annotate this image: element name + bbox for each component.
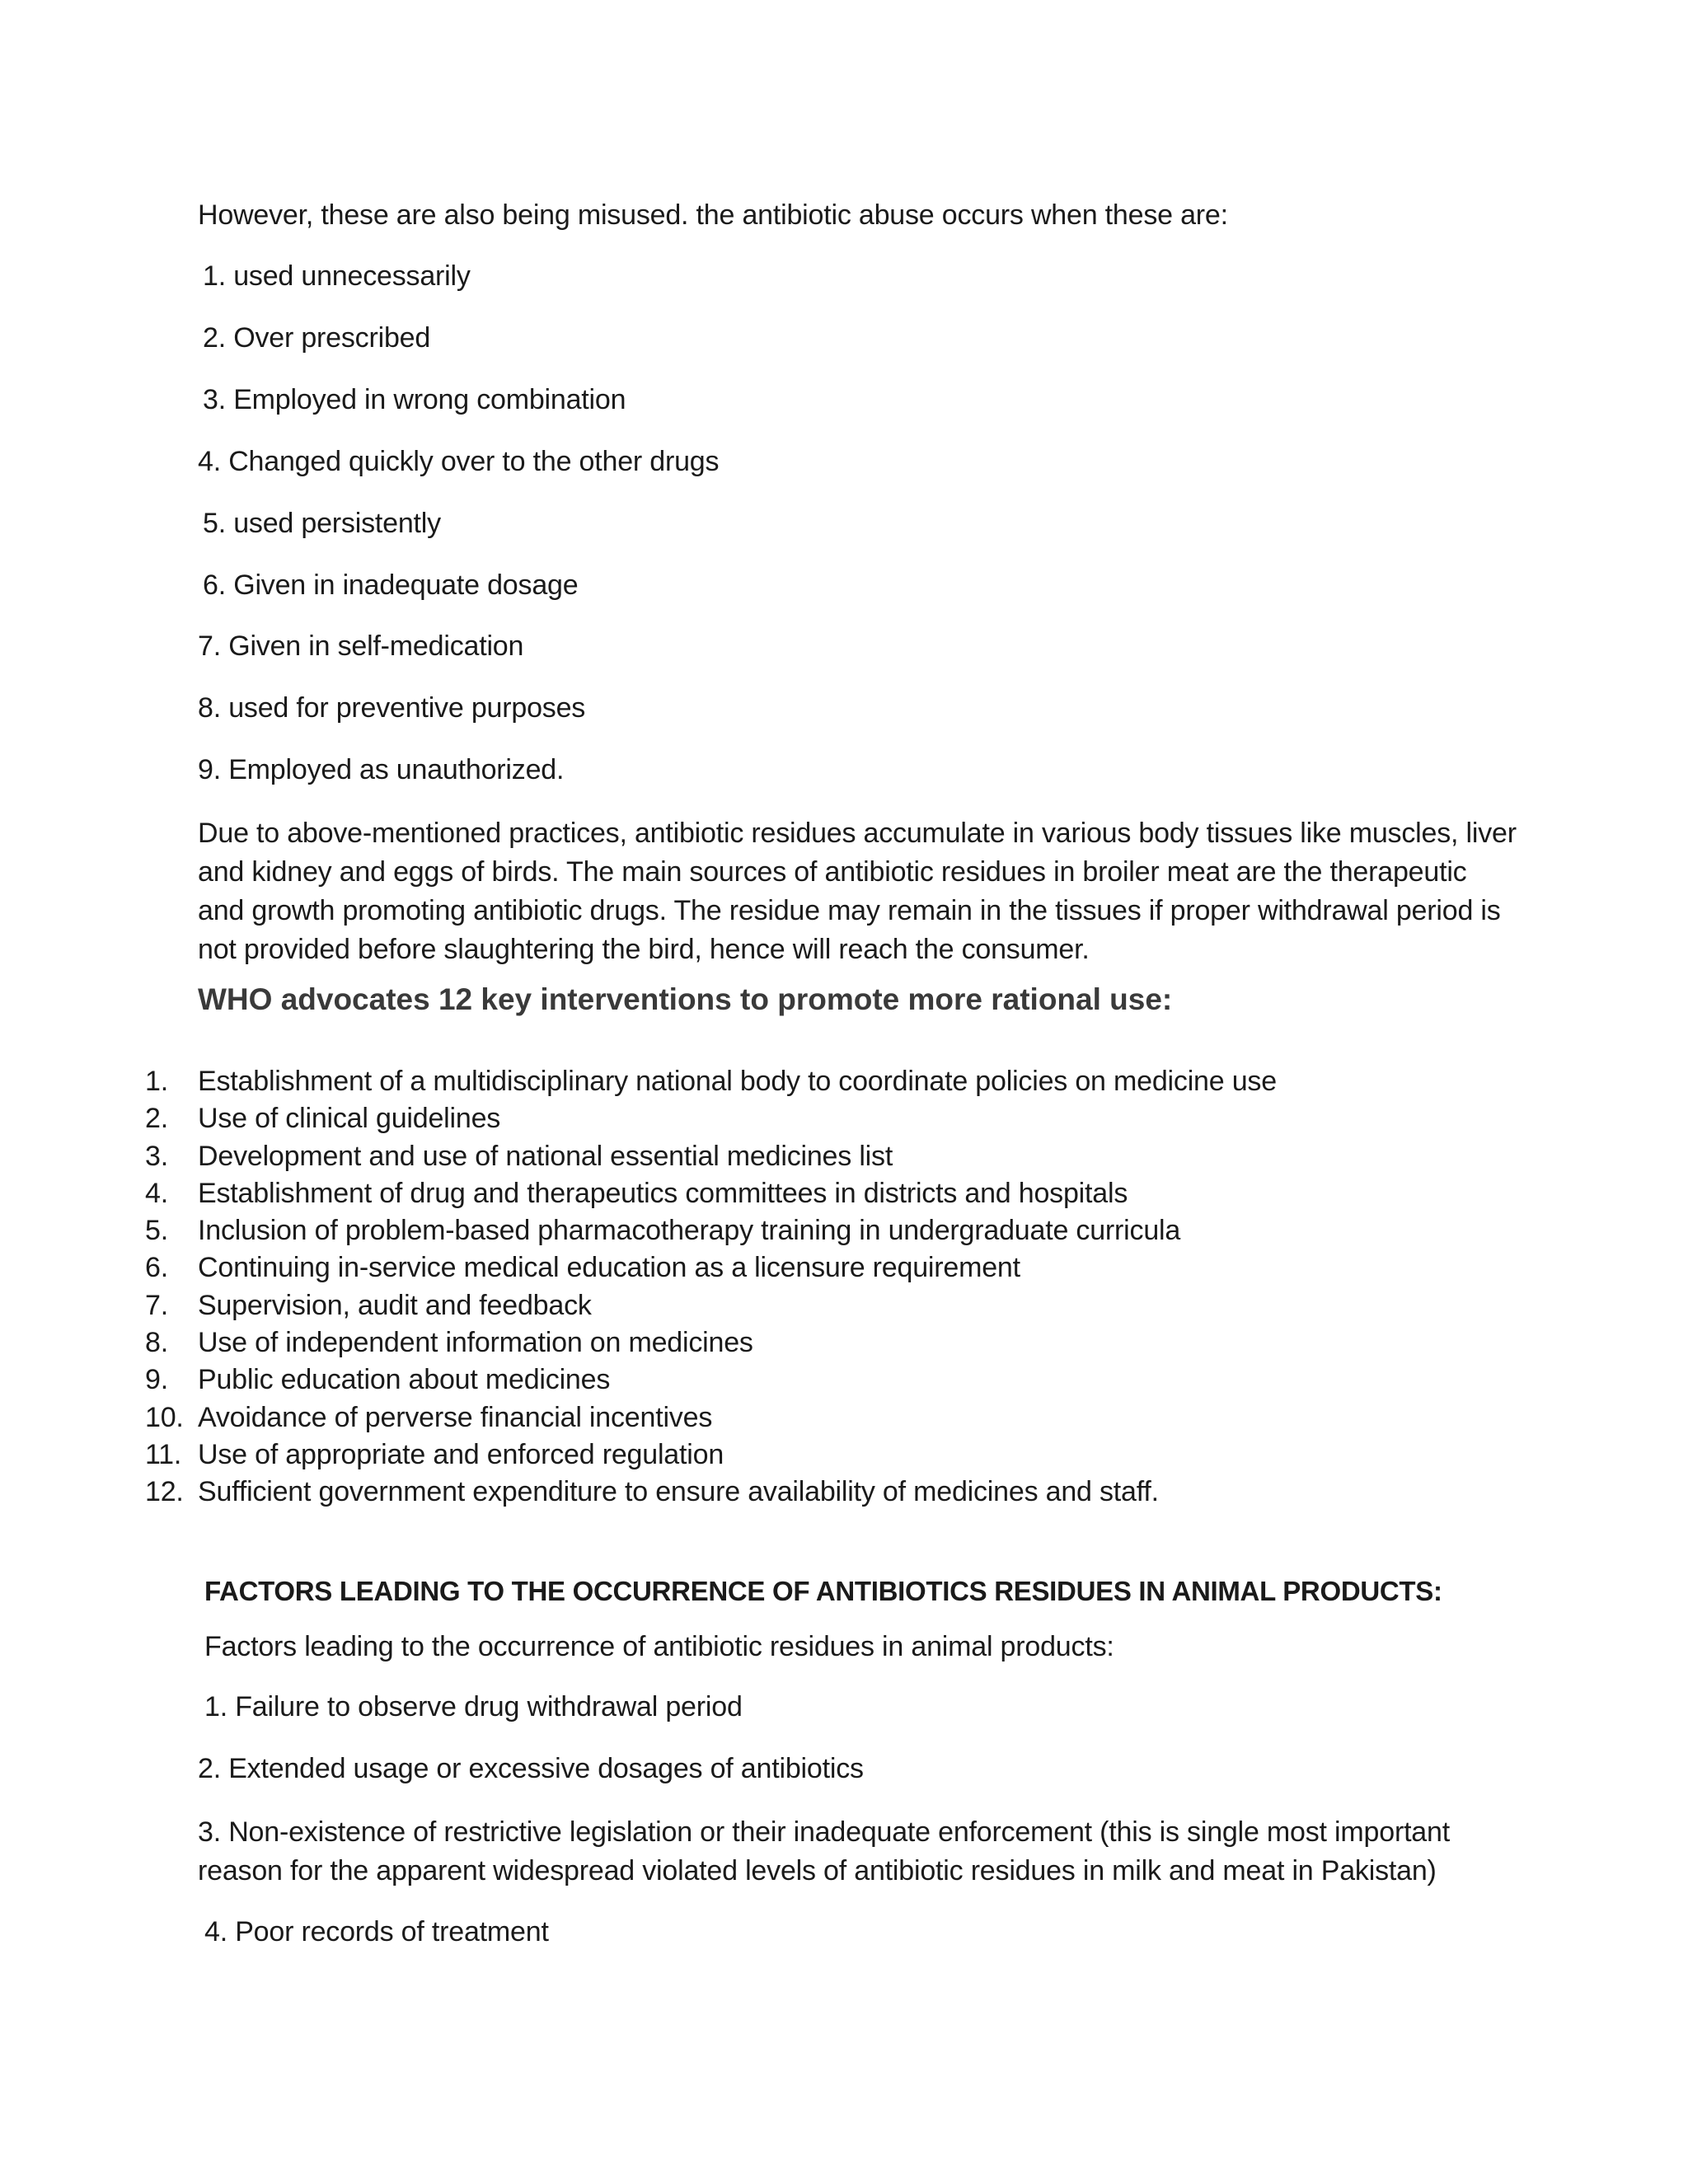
list-text: Establishment of drug and therapeutics committees in districts and hospitals xyxy=(198,1177,1128,1209)
misuse-item: 7. Given in self-medication xyxy=(198,630,524,662)
list-text: Continuing in-service medical education as a licensure requirement xyxy=(198,1252,1020,1284)
list-number: 9. xyxy=(145,1364,168,1396)
factors-item: 4. Poor records of treatment xyxy=(204,1916,549,1947)
list-item xyxy=(145,1249,1277,1286)
factors-item: 1. Failure to observe drug withdrawal period xyxy=(204,1691,743,1722)
list-text: Use of appropriate and enforced regulation xyxy=(198,1438,724,1470)
list-number: 2. xyxy=(145,1103,168,1135)
misuse-item: 9. Employed as unauthorized. xyxy=(198,754,565,785)
misuse-item: 3. Employed in wrong combination xyxy=(203,384,626,415)
list-item xyxy=(145,1324,1277,1361)
list-number: 5. xyxy=(145,1215,168,1247)
factors-item: 3. Non-existence of restrictive legislation or their inadequate enforcement (this is single most important reason for the apparent widespread violated levels of antibiotic residues in milk and meat in Pakistan) xyxy=(198,1816,1450,1886)
list-item xyxy=(145,1361,1277,1399)
factors-item: 2. Extended usage or excessive dosages of antibiotics xyxy=(198,1753,864,1784)
list-text: Use of independent information on medicines xyxy=(198,1327,753,1359)
misuse-item: 4. Changed quickly over to the other drugs xyxy=(198,446,720,477)
factors-heading: FACTORS LEADING TO THE OCCURRENCE OF ANTIBIOTICS RESIDUES IN ANIMAL PRODUCTS: xyxy=(204,1576,1442,1606)
who-interventions-list xyxy=(145,1063,1277,1511)
list-number: 6. xyxy=(145,1252,168,1284)
list-number: 7. xyxy=(145,1289,168,1321)
list-text: Use of clinical guidelines xyxy=(198,1103,501,1135)
list-item xyxy=(145,1287,1277,1324)
misuse-item: 1. used unnecessarily xyxy=(203,260,471,292)
list-number: 3. xyxy=(145,1140,168,1172)
list-item xyxy=(145,1063,1277,1100)
list-number: 12. xyxy=(145,1476,184,1508)
list-text: Sufficient government expenditure to ensure availability of medicines and staff. xyxy=(198,1476,1159,1508)
list-number: 11. xyxy=(145,1438,182,1470)
misuse-item: 6. Given in inadequate dosage xyxy=(203,569,579,601)
misuse-item: 8. used for preventive purposes xyxy=(198,692,586,724)
list-item xyxy=(145,1436,1277,1474)
list-item xyxy=(145,1100,1277,1137)
list-item xyxy=(145,1399,1277,1436)
who-heading: WHO advocates 12 key interventions to promote more rational use: xyxy=(198,982,1173,1016)
misuse-item: 5. used persistently xyxy=(203,508,441,539)
list-item xyxy=(145,1212,1277,1249)
list-number: 4. xyxy=(145,1177,168,1209)
factors-intro: Factors leading to the occurrence of antibiotic residues in animal products: xyxy=(204,1631,1114,1662)
list-item xyxy=(145,1138,1277,1175)
list-text: Inclusion of problem-based pharmacotherapy training in undergraduate curricula xyxy=(198,1215,1181,1247)
residue-paragraph: Due to above-mentioned practices, antibiotic residues accumulate in various body tissues like muscles, liver and kidney and eggs of birds. The main sources of antibiotic residues in broiler meat are the therapeutic and growth promoting antibiotic drugs. The residue may remain in the tissues if proper withdrawal period is not provided before slaughtering the bird, hence will reach the consumer. xyxy=(198,818,1517,965)
list-number: 1. xyxy=(145,1066,168,1097)
list-text: Avoidance of perverse financial incentives xyxy=(198,1401,713,1433)
list-text: Public education about medicines xyxy=(198,1364,611,1396)
list-number: 8. xyxy=(145,1327,168,1359)
misuse-item: 2. Over prescribed xyxy=(203,322,431,354)
list-item xyxy=(145,1474,1277,1511)
misuse-intro: However, these are also being misused. the antibiotic abuse occurs when these are: xyxy=(198,199,1228,231)
list-item xyxy=(145,1175,1277,1212)
list-text: Establishment of a multidisciplinary national body to coordinate policies on medicine use xyxy=(198,1066,1277,1097)
list-text: Supervision, audit and feedback xyxy=(198,1289,592,1321)
list-number: 10. xyxy=(145,1401,184,1433)
list-text: Development and use of national essential medicines list xyxy=(198,1140,893,1172)
